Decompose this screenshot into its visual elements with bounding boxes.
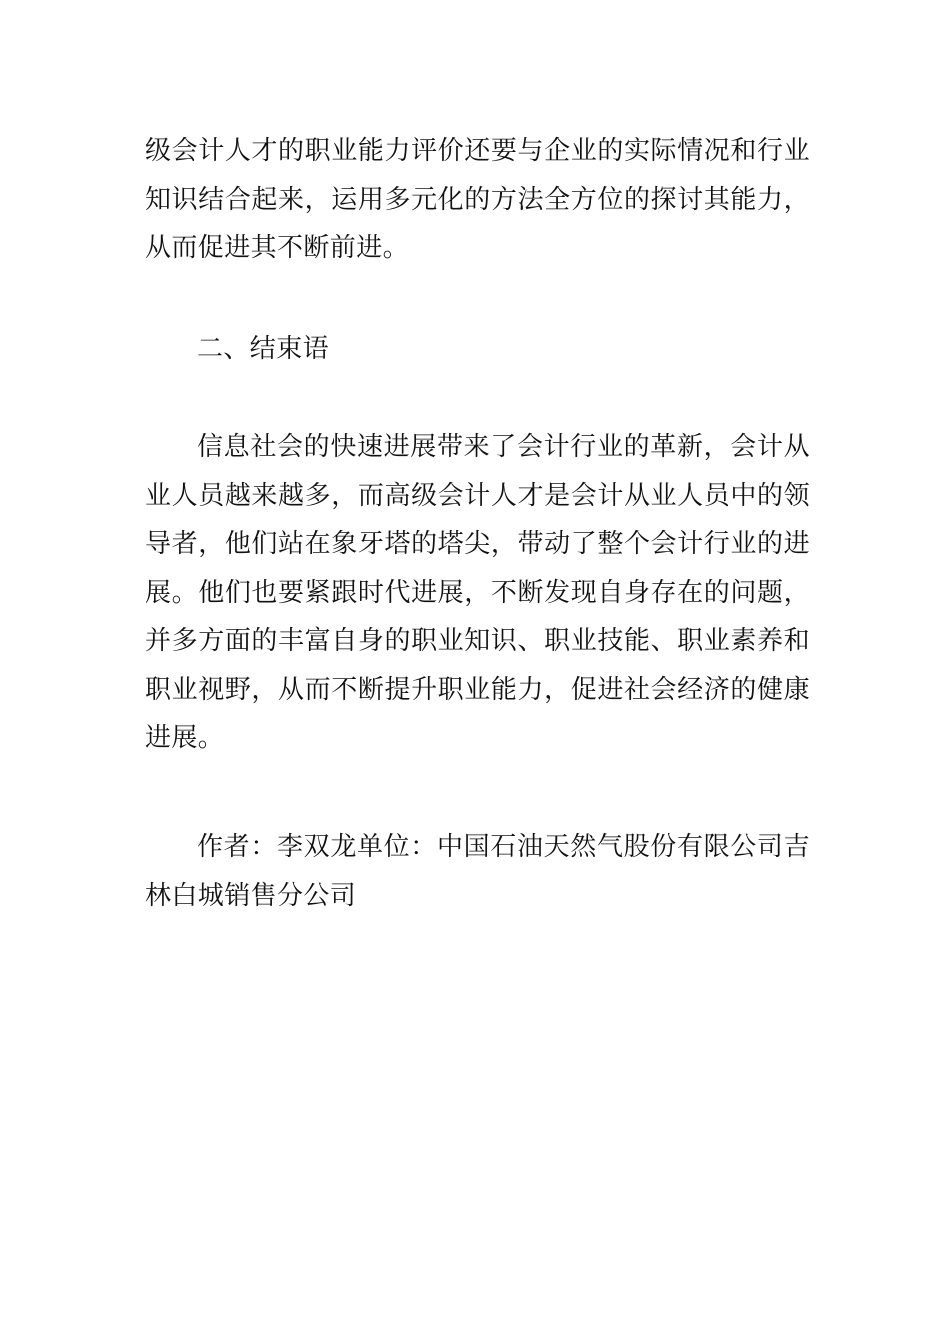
continuation-paragraph: 级会计人才的职业能力评价还要与企业的实际情况和行业知识结合起来，运用多元化的方法全方位的探讨其能力，从而促进其不断前进。 (145, 136, 810, 263)
conclusion-paragraph: 信息社会的快速进展带来了会计行业的革新，会计从业人员越来越多，而高级会计人才是会计从业人员中的领导者，他们站在象牙塔的塔尖，带动了整个会计行业的进展。他们也要紧跟时代进展，不断发现自身存在的问题，并多方面的丰富自身的职业知识、职业技能、职业素养和职业视野，从而不断提升职业能力，促进社会经济的健康进展。 (145, 432, 810, 753)
author-affiliation: 作者：李双龙单位：中国石油天然气股份有限公司吉林白城销售分公司 (145, 832, 810, 911)
section-heading: 二、结束语 (197, 334, 330, 364)
